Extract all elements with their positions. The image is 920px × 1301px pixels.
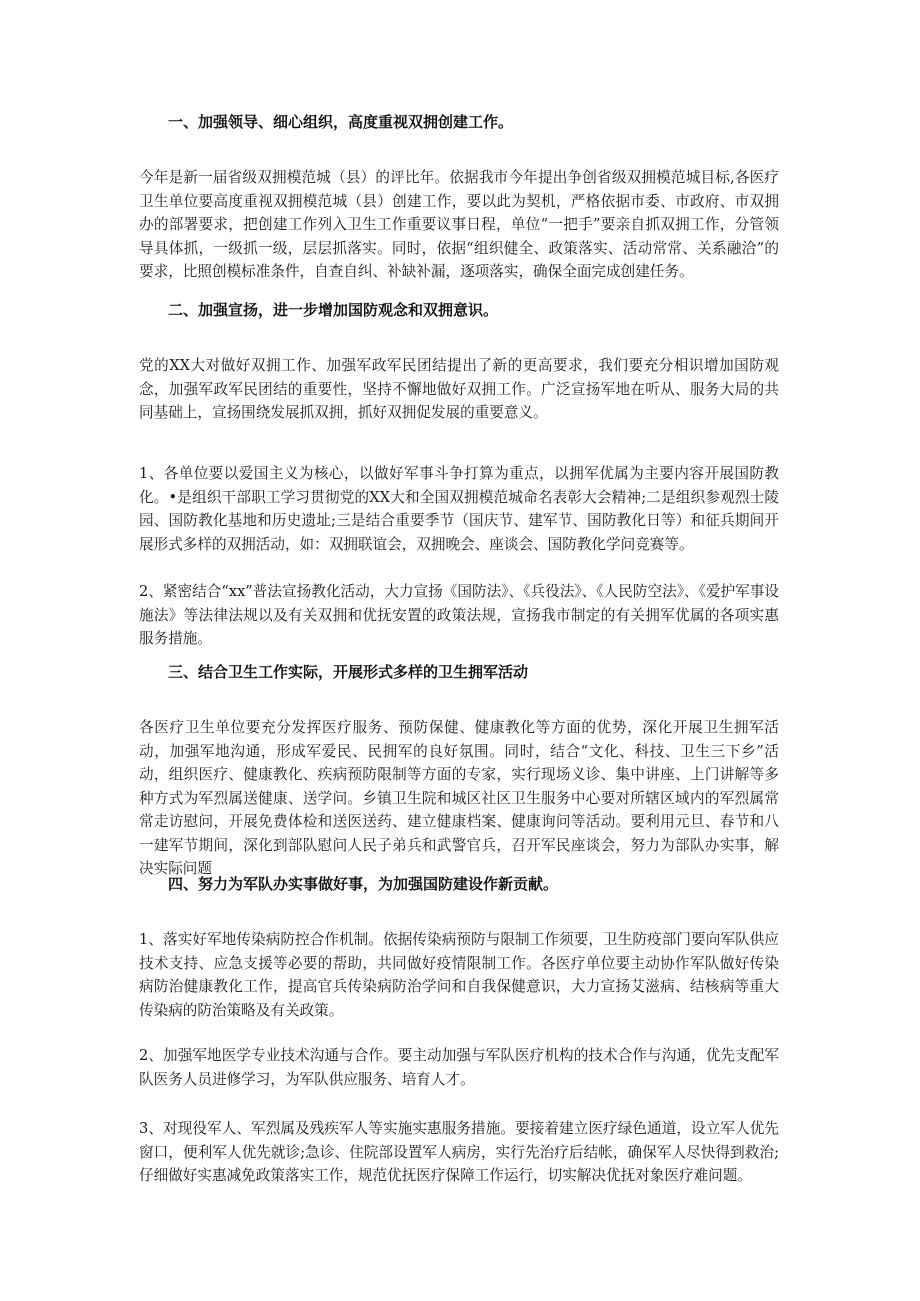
paragraph-4-1: 1、落实好军地传染病防控合作机制。依据传染病预防与限制工作须要，卫生防疫部门要向军队供应技术支持、应急支援等必要的帮助，共同做好疫情限制工作。各医疗单位要主动协作军队做好传染病防治健康教化工作，提高官兵传染病防治学问和自我保健意识，大力宣扬艾滋病、结核病等重大传染病的防治策略及有关政策。 <box>139 931 779 1019</box>
paragraph-4-2: 2、加强军地医学专业技术沟通与合作。要主动加强与军队医疗机构的技术合作与沟通，优先支配军队医务人员进修学习，为军队供应服务、培育人才。 <box>139 1047 779 1088</box>
paragraph-2-1: 党的XX大对做好双拥工作、加强军政军民团结提出了新的更高要求，我们要充分相识增加国防观念，加强军政军民团结的重要性，坚持不懈地做好双拥工作。广泛宣扬军地在听从、服务大局的共同基础上，宣扬围绕发展抓双拥，抓好双拥促发展的重要意义。 <box>139 357 779 421</box>
paragraph-3-1: 各医疗卫生单位要充分发挥医疗服务、预防保健、健康教化等方面的优势，深化开展卫生拥军活动，加强军地沟通，形成军爱民、民拥军的良好氛围。同时，结合“文化、科技、卫生三下乡”活动，组织医疗、健康教化、疾病预防限制等方面的专家，实行现场义诊、集中讲座、上门讲解等多种方式为军烈属送健康、送学问。乡镇卫生院和城区社区卫生服务中心要对所辖区域内的军烈属常常走访慰问，开展免费体检和送医送药、建立健康档案、健康询问等活动。要利用元旦、春节和八一建军节期间，深化到部队慰问人民子弟兵和武警官兵，召开军民座谈会，努力为部队办实事，解决实际问题 <box>139 719 779 877</box>
paragraph-2-2: 1、各单位要以爱国主义为核心，以做好军事斗争打算为重点，以拥军优属为主要内容开展国防教化。•是组织干部职工学习贯彻党的XX大和全国双拥模范城命名表彰大会精神;二是组织参观烈士陵园、国防教化基地和历史遗址;三是结合重要季节（国庆节、建军节、国防教化日等）和征兵期间开展形式多样的双拥活动，如：双拥联谊会，双拥晚会、座谈会、国防教化学问竞赛等。 <box>139 465 779 553</box>
paragraph-2-3: 2、紧密结合“xx”普法宣扬教化活动，大力宣扬《国防法》、《兵役法》、《人民防空法》、《爱护军事设施法》等法律法规以及有关双拥和优抚安置的政策法规，宣扬我市制定的有关拥军优属的各项实惠服务措施。 <box>139 583 779 647</box>
section-heading-3: 三、结合卫生工作实际，开展形式多样的卫生拥军活动 <box>168 663 529 681</box>
paragraph-1-1: 今年是新一届省级双拥模范城（县）的评比年。依据我市今年提出争创省级双拥模范城目标,各医疗卫生单位要高度重视双拥模范城（县）创建工作，要以此为契机，严格依据市委、市政府、市双拥办的部署要求，把创建工作列入卫生工作重要议事日程，单位“一把手”要亲自抓双拥工作，分管领导具体抓，一级抓一级，层层抓落实。同时，依据“组织健全、政策落实、活动常常、关系融洽”的要求，比照创模标准条件，自查自纠、补缺补漏，逐项落实，确保全面完成创建任务。 <box>139 169 779 280</box>
section-heading-4: 四、努力为军队办实事做好事，为加强国防建设作新贡献。 <box>168 875 559 893</box>
section-heading-1: 一、加强领导、细心组织，高度重视双拥创建工作。 <box>168 113 514 131</box>
paragraph-4-3: 3、对现役军人、军烈属及残疾军人等实施实惠服务措施。要接着建立医疗绿色通道，设立军人优先窗口，便利军人优先就诊;急诊、住院部设置军人病房，实行先治疗后结帐，确保军人尽快得到救治;仔细做好实惠减免政策落实工作，规范优抚医疗保障工作运行，切实解决优抚对象医疗难问题。 <box>139 1120 779 1184</box>
section-heading-2: 二、加强宣扬，进一步增加国防观念和双拥意识。 <box>168 301 499 319</box>
